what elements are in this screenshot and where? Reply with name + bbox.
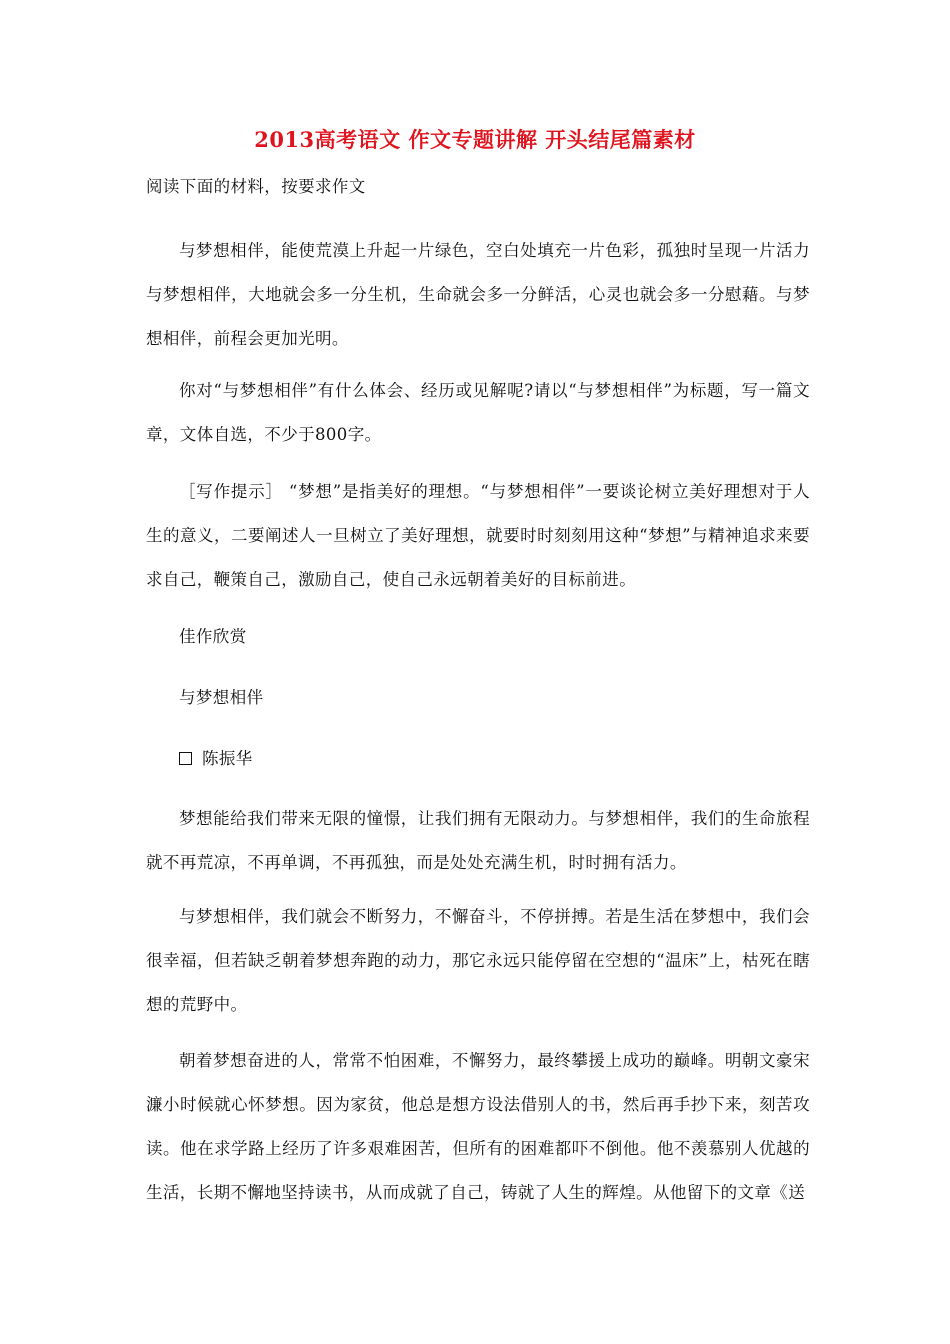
- question-paragraph: 你对“与梦想相伴”有什么体会、经历或见解呢?请以“与梦想相伴”为标题，写一篇文章，文体自选，不少于800字。: [146, 381, 810, 444]
- material-paragraph: 与梦想相伴，能使荒漠上升起一片绿色，空白处填充一片色彩，孤独时呈现一片活力与梦想相伴，大地就会多一分生机，生命就会多一分鲜活，心灵也就会多一分慰藉。与梦想相伴，前程会更加光明。: [146, 241, 810, 348]
- essay-paragraph-1: 梦想能给我们带来无限的憧憬，让我们拥有无限动力。与梦想相伴，我们的生命旅程就不再荒凉，不再单调，不再孤独，而是处处充满生机，时时拥有活力。: [146, 809, 810, 872]
- writing-tips-paragraph: ［写作提示］ “梦想”是指美好的理想。“与梦想相伴”一要谈论树立美好理想对于人生的意义，二要阐述人一旦树立了美好理想，就要时时刻刻用这种“梦想”与精神追求来要求自己，鞭策自己，激励自己，使自己永远朝着美好的目标前进。: [146, 482, 810, 589]
- essay-paragraph-3: 朝着梦想奋进的人，常常不怕困难，不懈努力，最终攀援上成功的巅峰。明朝文豪宋濂小时候就心怀梦想。因为家贫，他总是想方设法借别人的书，然后再手抄下来，刻苦攻读。他在求学路上经历了许多艰难困苦，但所有的困难都吓不倒他。他不羡慕别人优越的生活，长期不懈地坚持读书，从而成就了自己，铸就了人生的辉煌。从他留下的文章《送: [146, 1051, 810, 1202]
- essay-title: 与梦想相伴: [179, 688, 264, 707]
- essay-paragraph-2: 与梦想相伴，我们就会不断努力，不懈奋斗，不停拼搏。若是生活在梦想中，我们会很幸福，但若缺乏朝着梦想奔跑的动力，那它永远只能停留在空想的“温床”上，枯死在瞎想的荒野中。: [146, 907, 810, 1014]
- document-title: 2013高考语文 作文专题讲解 开头结尾篇素材: [254, 127, 696, 152]
- checkbox-icon: [179, 752, 192, 765]
- instruction-text: 阅读下面的材料，按要求作文: [146, 177, 366, 196]
- section-heading: 佳作欣赏: [179, 627, 247, 646]
- author-name: 陈振华: [202, 749, 253, 768]
- author-line: [179, 748, 253, 770]
